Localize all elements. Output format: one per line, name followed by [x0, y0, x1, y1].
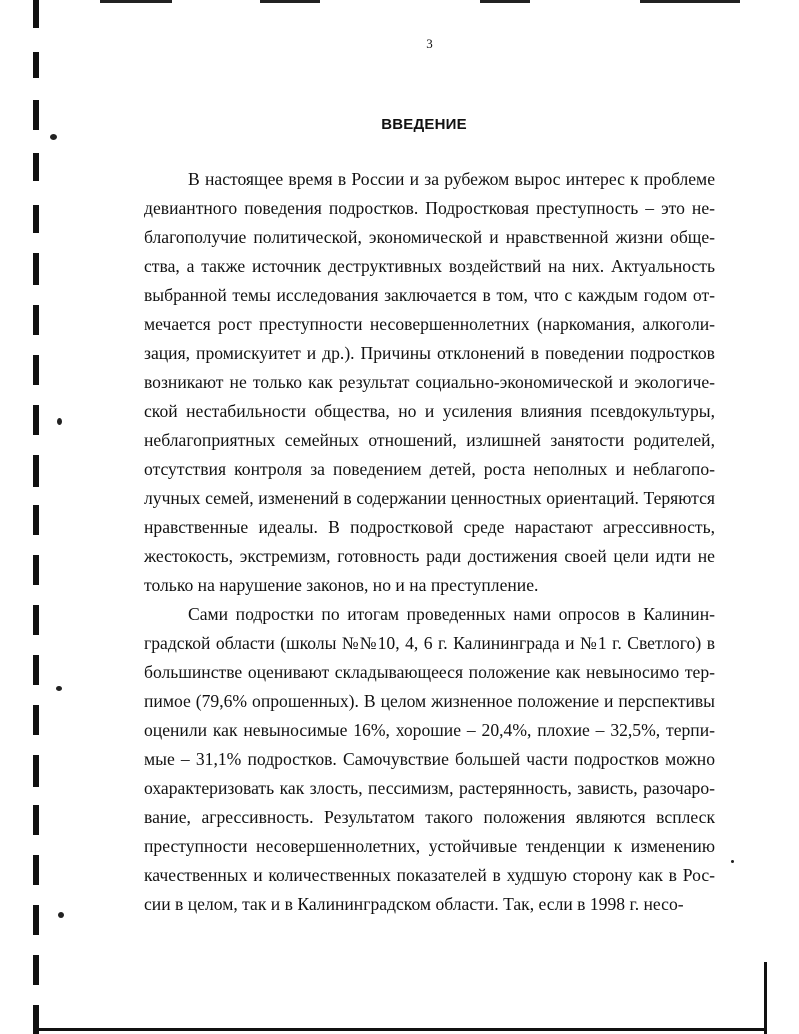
- scan-speck: [56, 686, 62, 691]
- scan-speck: [58, 912, 64, 918]
- binding-mark: [33, 905, 39, 935]
- paragraph: В настоящее время в России и за рубежом вырос интерес к проблеме девиантного поведения подростков. Подростковая преступность – это неблагополучие политической, экономической и нравственной жизни общества, а также источник деструктивных воздействий на них. Актуальность выбранной темы исследования заключается в том, что с каждым годом отмечается рост преступности несовершеннолетних (наркомания, алкоголизация, промискуитет и др.). Причины отклонений в поведении подростков возникают не только как результат социально-экономической и экологической нестабильности общества, но и усиления влияния псевдокультуры, неблагоприятных семейных отношений, излишней занятости родителей, отсутствия контроля за поведением детей, роста неполных и неблагополучных семей, изменений в содержании ценностных ориентаций. Теряются нравственные идеалы. В подростковой среде нарастают агрессивность, жестокость, экстремизм, готовность ради достижения своей цели идти не только на нарушение законов, но и на преступление.: [144, 169, 715, 595]
- binding-marks: [33, 0, 41, 1034]
- binding-mark: [33, 955, 39, 985]
- page-border-right: [764, 962, 767, 1034]
- binding-mark: [33, 355, 39, 385]
- scan-edge-mark: [260, 0, 320, 3]
- scan-edge-mark: [640, 0, 740, 3]
- binding-mark: [33, 605, 39, 635]
- binding-mark: [33, 253, 39, 285]
- page-border-bottom: [36, 1028, 767, 1031]
- binding-mark: [33, 655, 39, 685]
- binding-mark: [33, 0, 39, 28]
- binding-mark: [33, 52, 39, 78]
- binding-mark: [33, 305, 39, 335]
- binding-mark: [33, 705, 39, 735]
- binding-mark: [33, 205, 39, 233]
- binding-mark: [33, 405, 39, 435]
- binding-mark: [33, 505, 39, 535]
- binding-mark: [33, 100, 39, 130]
- scan-speck: [57, 418, 62, 425]
- binding-mark: [33, 153, 39, 181]
- page-number: 3: [426, 36, 433, 51]
- binding-mark: [33, 555, 39, 585]
- scan-edge-mark: [100, 0, 172, 3]
- section-heading: ВВЕДЕНИЕ: [381, 116, 467, 133]
- body-text: [144, 165, 715, 919]
- scan-speck: [731, 860, 734, 863]
- scan-speck: [50, 134, 57, 140]
- binding-mark: [33, 805, 39, 835]
- binding-mark: [33, 455, 39, 487]
- binding-mark: [33, 755, 39, 787]
- binding-mark: [33, 855, 39, 885]
- scan-edge-mark: [480, 0, 530, 3]
- paragraph: Сами подростки по итогам проведенных нами опросов в Калининградской области (школы №№10, 4, 6 г. Калининграда и №1 г. Светлого) в большинстве оценивают складывающееся положение как невыносимо терпимое (79,6% опрошенных). В целом жизненное положение и перспективы оценили как невыносимые 16%, хорошие – 20,4%, плохие – 32,5%, терпимые – 31,1% подростков. Самочувствие большей части подростков можно охарактеризовать как злость, пессимизм, растерянность, зависть, разочарование, агрессивность. Результатом такого положения являются всплеск преступности несовершеннолетних, устойчивые тенденции к изменению качественных и количественных показателей в худшую сторону как в России в целом, так и в Калининградском области. Так, если в 1998 г. несо-: [144, 604, 715, 914]
